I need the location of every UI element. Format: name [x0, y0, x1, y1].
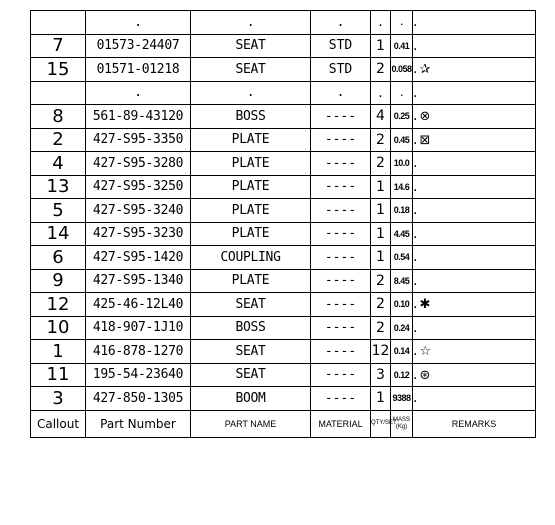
- remarks-text: .: [413, 272, 418, 289]
- table-row: [31, 128, 536, 152]
- remarks-cell: [413, 293, 536, 317]
- mass-cell: 0.45: [391, 128, 413, 152]
- remarks-text: .: [413, 178, 418, 195]
- callout-cell: 15: [31, 58, 86, 82]
- part-number-cell: 427-S95-3250: [86, 175, 191, 199]
- remark-symbol-icon: ⊠: [419, 132, 431, 148]
- callout-cell: 5: [31, 199, 86, 223]
- part-number-cell: 195-54-23640: [86, 363, 191, 387]
- remarks-text: .: [413, 202, 418, 219]
- qty-cell: .: [371, 81, 391, 105]
- remarks-cell: [413, 11, 536, 35]
- part-number-cell: 427-S95-3280: [86, 152, 191, 176]
- mass-cell: 0.25: [391, 105, 413, 129]
- material-cell: ----: [311, 105, 371, 129]
- material-cell: ----: [311, 152, 371, 176]
- parts-table: [30, 10, 536, 438]
- part-name-cell: BOSS: [191, 105, 311, 129]
- remarks-text: .: [413, 14, 418, 31]
- remarks-cell: [413, 81, 536, 105]
- mass-cell: 10.0: [391, 152, 413, 176]
- part-name-cell: COUPLING: [191, 246, 311, 270]
- qty-cell: 1: [371, 387, 391, 411]
- remark-symbol-icon: ⊗: [419, 109, 431, 125]
- material-cell: STD: [311, 58, 371, 82]
- mass-cell: 0.12: [391, 363, 413, 387]
- part-number-cell: 425-46-12L40: [86, 293, 191, 317]
- remarks-text: .: [413, 108, 418, 125]
- part-name-cell: SEAT: [191, 34, 311, 58]
- remarks-cell: [413, 269, 536, 293]
- header-remarks: REMARKS: [413, 410, 536, 437]
- table-row: [31, 199, 536, 223]
- callout-cell: 3: [31, 387, 86, 411]
- table-row: [31, 152, 536, 176]
- part-name-cell: PLATE: [191, 199, 311, 223]
- callout-cell: 6: [31, 246, 86, 270]
- remarks-text: .: [413, 61, 418, 78]
- part-number-cell: 427-S95-3350: [86, 128, 191, 152]
- remarks-text: .: [413, 249, 418, 266]
- part-number-cell: 427-S95-1420: [86, 246, 191, 270]
- part-number-cell: .: [86, 11, 191, 35]
- mass-cell: 8.45: [391, 269, 413, 293]
- part-number-cell: 427-S95-3230: [86, 222, 191, 246]
- material-cell: ----: [311, 175, 371, 199]
- part-name-cell: .: [191, 81, 311, 105]
- table-header-row: [31, 410, 536, 437]
- table-row: [31, 316, 536, 340]
- mass-cell: 0.18: [391, 199, 413, 223]
- qty-cell: 2: [371, 128, 391, 152]
- remarks-cell: [413, 363, 536, 387]
- remarks-cell: [413, 175, 536, 199]
- header-material: MATERIAL: [311, 410, 371, 437]
- remark-symbol-icon: ☆: [419, 344, 432, 360]
- callout-cell: 14: [31, 222, 86, 246]
- part-name-cell: .: [191, 11, 311, 35]
- qty-cell: 2: [371, 293, 391, 317]
- mass-cell: 9388: [391, 387, 413, 411]
- part-number-cell: 427-850-1305: [86, 387, 191, 411]
- callout-cell: [31, 11, 86, 35]
- callout-cell: 4: [31, 152, 86, 176]
- table-row: [31, 11, 536, 35]
- part-number-cell: 427-S95-1340: [86, 269, 191, 293]
- part-name-cell: SEAT: [191, 293, 311, 317]
- part-number-cell: 416-878-1270: [86, 340, 191, 364]
- table-row: [31, 222, 536, 246]
- remarks-cell: [413, 340, 536, 364]
- remarks-text: .: [413, 84, 418, 101]
- remarks-cell: [413, 387, 536, 411]
- remarks-cell: [413, 152, 536, 176]
- part-name-cell: BOOM: [191, 387, 311, 411]
- remark-symbol-icon: ✱: [419, 297, 431, 313]
- material-cell: .: [311, 11, 371, 35]
- part-name-cell: SEAT: [191, 340, 311, 364]
- part-name-cell: PLATE: [191, 175, 311, 199]
- mass-cell: .: [391, 81, 413, 105]
- table-row: [31, 363, 536, 387]
- callout-cell: 8: [31, 105, 86, 129]
- remarks-text: .: [413, 131, 418, 148]
- material-cell: ----: [311, 222, 371, 246]
- qty-cell: 1: [371, 175, 391, 199]
- remarks-text: .: [413, 37, 418, 54]
- qty-cell: .: [371, 11, 391, 35]
- mass-cell: 0.54: [391, 246, 413, 270]
- remarks-text: .: [413, 155, 418, 172]
- callout-cell: 9: [31, 269, 86, 293]
- part-name-cell: BOSS: [191, 316, 311, 340]
- material-cell: ----: [311, 128, 371, 152]
- callout-cell: [31, 81, 86, 105]
- material-cell: ----: [311, 316, 371, 340]
- remarks-cell: [413, 222, 536, 246]
- material-cell: ----: [311, 387, 371, 411]
- table-row: [31, 58, 536, 82]
- mass-cell: .: [391, 11, 413, 35]
- remarks-cell: [413, 34, 536, 58]
- qty-cell: 2: [371, 316, 391, 340]
- remarks-text: .: [413, 225, 418, 242]
- mass-cell: 0.10: [391, 293, 413, 317]
- remarks-cell: [413, 246, 536, 270]
- table-row: [31, 105, 536, 129]
- remarks-text: .: [413, 366, 418, 383]
- part-number-cell: 01573-24407: [86, 34, 191, 58]
- mass-cell: 14.6: [391, 175, 413, 199]
- table-row: [31, 246, 536, 270]
- part-number-cell: 561-89-43120: [86, 105, 191, 129]
- qty-cell: 1: [371, 246, 391, 270]
- table-row: [31, 293, 536, 317]
- parts-list-sheet: [30, 10, 535, 518]
- mass-cell: 0.14: [391, 340, 413, 364]
- table-row: [31, 34, 536, 58]
- callout-cell: 1: [31, 340, 86, 364]
- remarks-text: .: [413, 296, 418, 313]
- qty-cell: 2: [371, 152, 391, 176]
- part-name-cell: PLATE: [191, 222, 311, 246]
- part-name-cell: PLATE: [191, 152, 311, 176]
- header-callout: Callout: [31, 410, 86, 437]
- remarks-text: .: [413, 343, 418, 360]
- remarks-cell: [413, 199, 536, 223]
- material-cell: ----: [311, 246, 371, 270]
- material-cell: ----: [311, 363, 371, 387]
- qty-cell: 1: [371, 34, 391, 58]
- table-row: [31, 269, 536, 293]
- remark-symbol-icon: ⊛: [419, 367, 431, 383]
- material-cell: ----: [311, 340, 371, 364]
- mass-cell: 0.41: [391, 34, 413, 58]
- callout-cell: 11: [31, 363, 86, 387]
- table-row: [31, 340, 536, 364]
- part-name-cell: SEAT: [191, 363, 311, 387]
- part-number-cell: 427-S95-3240: [86, 199, 191, 223]
- header-qty: QTY/SET: [371, 410, 391, 437]
- callout-cell: 2: [31, 128, 86, 152]
- material-cell: ----: [311, 269, 371, 293]
- material-cell: ----: [311, 293, 371, 317]
- qty-cell: 4: [371, 105, 391, 129]
- callout-cell: 13: [31, 175, 86, 199]
- mass-cell: 0.058: [391, 58, 413, 82]
- table-row: [31, 81, 536, 105]
- material-cell: STD: [311, 34, 371, 58]
- mass-cell: 0.24: [391, 316, 413, 340]
- qty-cell: 12: [371, 340, 391, 364]
- table-row: [31, 175, 536, 199]
- material-cell: .: [311, 81, 371, 105]
- qty-cell: 3: [371, 363, 391, 387]
- callout-cell: 10: [31, 316, 86, 340]
- part-name-cell: SEAT: [191, 58, 311, 82]
- header-mass: MASS (Kg): [391, 410, 413, 437]
- remarks-cell: [413, 316, 536, 340]
- remarks-cell: [413, 105, 536, 129]
- callout-cell: 12: [31, 293, 86, 317]
- qty-cell: 1: [371, 222, 391, 246]
- callout-cell: 7: [31, 34, 86, 58]
- remarks-text: .: [413, 390, 418, 407]
- remarks-cell: [413, 128, 536, 152]
- part-number-cell: .: [86, 81, 191, 105]
- header-part-name: PART NAME: [191, 410, 311, 437]
- remarks-text: .: [413, 319, 418, 336]
- material-cell: ----: [311, 199, 371, 223]
- table-row: [31, 387, 536, 411]
- qty-cell: 1: [371, 199, 391, 223]
- part-number-cell: 418-907-1J10: [86, 316, 191, 340]
- part-name-cell: PLATE: [191, 128, 311, 152]
- mass-cell: 4.45: [391, 222, 413, 246]
- qty-cell: 2: [371, 58, 391, 82]
- part-name-cell: PLATE: [191, 269, 311, 293]
- qty-cell: 2: [371, 269, 391, 293]
- remark-symbol-icon: ✰: [419, 62, 431, 78]
- header-part-number: Part Number: [86, 410, 191, 437]
- remarks-cell: [413, 58, 536, 82]
- part-number-cell: 01571-01218: [86, 58, 191, 82]
